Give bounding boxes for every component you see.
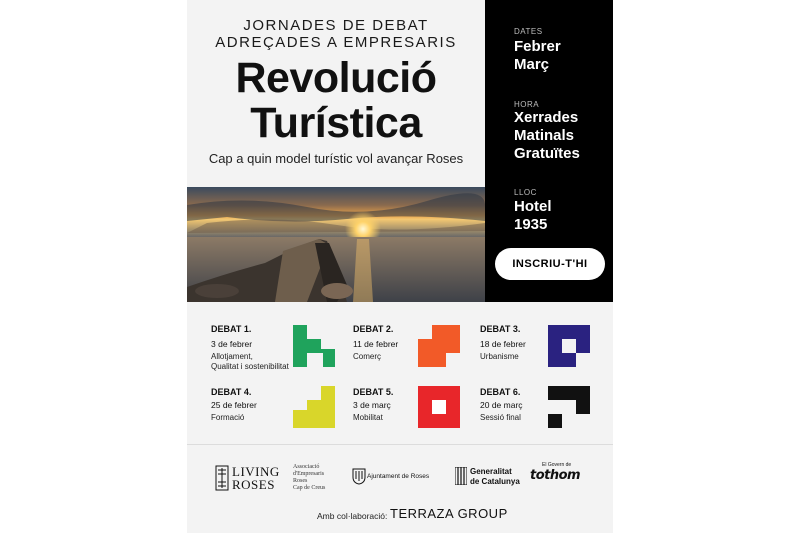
debate-date: 11 de febrer	[353, 339, 399, 349]
blocks-shape-icon	[548, 325, 590, 367]
event-poster	[187, 0, 613, 533]
kicker-line-2: ADREÇADES A EMPRESARIS	[215, 34, 457, 51]
debate-title: DEBAT 6.	[480, 387, 521, 397]
living-roses-emblem-icon	[215, 465, 229, 491]
sponsors-footer	[187, 444, 613, 533]
title-line-2: Turística	[250, 99, 422, 147]
signup-button[interactable]: INSCRIU-T'HI	[495, 248, 605, 280]
h-shape-icon	[293, 325, 335, 367]
assoc-line-3: Roses	[293, 478, 308, 484]
time-value-3: Gratuïtes	[514, 145, 580, 162]
debate-date: 18 de febrer	[480, 339, 526, 349]
debate-date: 25 de febrer	[211, 400, 257, 410]
sunset-pier-photo	[187, 187, 485, 302]
debate-date: 3 de març	[353, 400, 391, 410]
debate-topic-2: Qualitat i sostenibilitat	[211, 362, 289, 371]
living-roses-word-2: ROSES	[232, 477, 275, 492]
time-value-2: Matinals	[514, 127, 575, 144]
assoc-line-2: d'Empresaris	[293, 471, 325, 477]
govern-small-label: El Govern de	[542, 462, 572, 468]
debate-topic: Comerç	[353, 352, 382, 361]
debate-card-2	[342, 324, 482, 384]
place-value-2: 1935	[514, 216, 548, 233]
debate-topic: Formació	[211, 413, 245, 422]
assoc-line-1: Associació	[293, 464, 320, 470]
title-line-1: Revolució	[235, 54, 437, 102]
ajuntament-shield-icon	[352, 467, 366, 485]
place-label: LLOC	[514, 188, 537, 197]
debate-topic: Sessió final	[480, 413, 521, 422]
place-value-1: Hotel	[514, 198, 552, 215]
generalitat-icon	[455, 467, 467, 485]
debate-title: DEBAT 4.	[211, 387, 252, 397]
info-sidebar	[485, 0, 613, 302]
debate-topic: Allotjament,	[211, 352, 253, 361]
dates-value-1: Febrer	[514, 38, 561, 55]
dates-value-2: Març	[514, 56, 550, 73]
debate-date: 3 de febrer	[211, 339, 253, 349]
corner-blocks-icon	[548, 386, 590, 428]
collab-label: Amb col·laboració:	[317, 511, 388, 521]
dates-label: DATES	[514, 27, 543, 36]
debate-card-5	[342, 387, 482, 447]
debate-topic: Urbanisme	[480, 352, 519, 361]
terraza-group-logo: TERRAZA GROUP	[390, 506, 508, 521]
time-label: HORA	[514, 100, 540, 109]
debate-title: DEBAT 2.	[353, 324, 394, 334]
debate-topic: Mobilitat	[353, 413, 383, 422]
step-shape-icon	[293, 386, 335, 428]
living-roses-word-1: LIVING	[232, 464, 280, 479]
hero-header	[187, 0, 485, 187]
square-frame-icon	[418, 386, 460, 428]
debate-title: DEBAT 5.	[353, 387, 394, 397]
debate-date: 20 de març	[480, 400, 523, 410]
time-value-1: Xerrades	[514, 109, 579, 126]
debate-schedule	[187, 302, 613, 444]
debate-title: DEBAT 3.	[480, 324, 521, 334]
ajuntament-label: Ajuntament de Roses	[367, 473, 430, 480]
tothom-logo: tothom	[530, 468, 581, 483]
generalitat-line-2: de Catalunya	[470, 477, 520, 486]
stair-shape-icon	[418, 325, 460, 367]
debate-title: DEBAT 1.	[211, 324, 252, 334]
subtitle: Cap a quin model turístic vol avançar Roses	[208, 151, 464, 166]
kicker-line-1: JORNADES DE DEBAT	[243, 17, 429, 34]
assoc-line-4: Cap de Creus	[293, 485, 326, 491]
generalitat-line-1: Generalitat	[470, 467, 512, 476]
